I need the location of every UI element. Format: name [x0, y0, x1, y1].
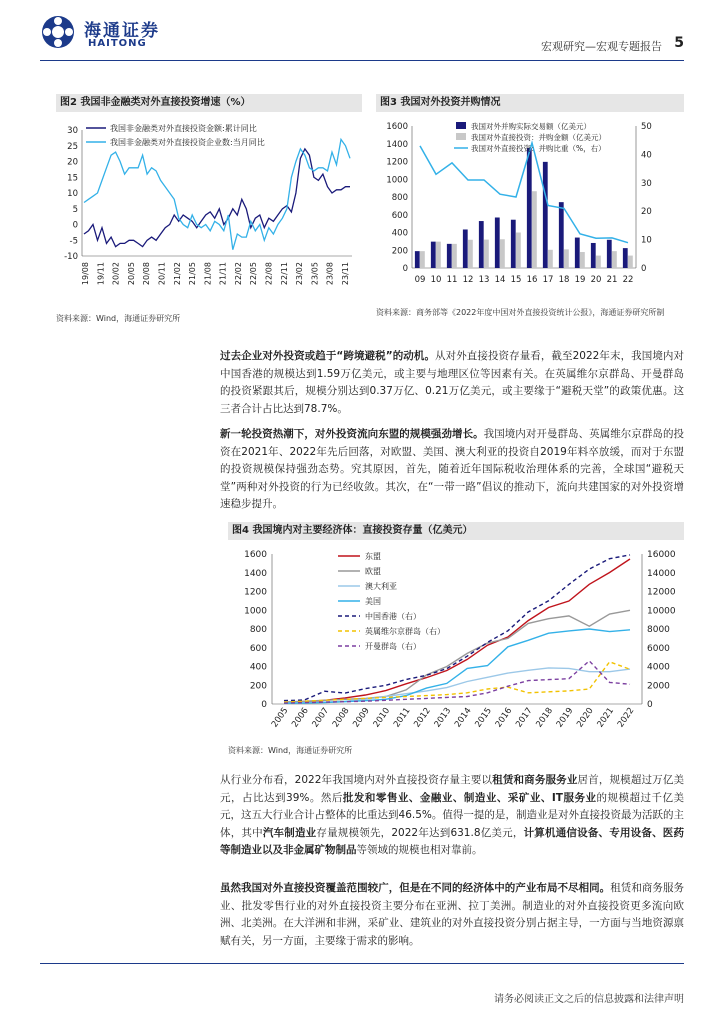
fig4-left-tick: 1400: [244, 568, 267, 579]
paragraph-2-lead: 新一轮投资热潮下，对外投资流向东盟的规模强劲增长。: [220, 428, 484, 440]
fig3-x-tick: 15: [510, 275, 522, 285]
fig4-left-tick: 800: [249, 625, 267, 635]
fig3-left-tick: 0: [402, 264, 408, 274]
fig3-legend-label-0: 我国对外并购实际交易额（亿美元）: [471, 122, 591, 131]
fig4-x-tick: 2021: [595, 705, 617, 730]
haitong-emblem-icon: [40, 14, 76, 50]
fig4-x-tick: 2006: [290, 705, 311, 730]
fig3-bar-0-1: [431, 242, 436, 268]
fig3-x-tick: 11: [446, 275, 458, 285]
para3-part-0: 从行业分布看，2022年我国境内对外直接投资存量主要以: [220, 774, 493, 786]
fig3-bar-1-0: [420, 251, 425, 268]
fig4-right-tick: 6000: [647, 643, 670, 654]
para3-part-1: 租赁和商务服务业: [492, 774, 578, 786]
fig4-x-tick: 2019: [554, 705, 576, 730]
fig4-x-tick: 2013: [432, 705, 454, 730]
fig3-bar-0-5: [495, 218, 500, 268]
logo-english-name: HAITONG: [88, 38, 147, 49]
fig3-bar-1-3: [468, 240, 473, 268]
fig2-y-tick: 30: [67, 126, 78, 136]
paragraph-2-body: 我国境内对开曼群岛、英属维尔京群岛的投资在2021年、2022年先后回落，对欧盟、美国、澳大利亚的投资自2019年料卒放缓，而对于东盟的投资规模保持强劲态势。究其原因，首先，随着近年国际税收治理体系的完善，全球国“避税天堂”两种对外投资的行为已经收敛。其次，在“一带一路”倡议的推动下，流向共建国家的对外投资增速稳步提升。: [220, 428, 685, 510]
fig4-left-tick: 1200: [244, 587, 267, 598]
para3-part-3: 批发和零售业、金融业、制造业、采矿业、IT服务业: [342, 791, 597, 804]
fig3-right-tick: 30: [641, 178, 652, 189]
fig3-bar-1-5: [500, 239, 505, 268]
fig3-chart: [376, 114, 684, 300]
legal-notice: 请务必阅读正文之后的信息披露和法律声明: [494, 994, 684, 1005]
fig2-x-tick: 21/08: [203, 262, 213, 286]
fig4-title: 图4 我国境内对主要经济体：直接投资存量（亿美元）: [228, 522, 684, 540]
fig2-x-tick: 20/11: [157, 262, 167, 286]
fig3-right-tick: 0: [641, 264, 647, 274]
fig2-x-tick: 21/11: [218, 262, 228, 286]
fig2-y-tick: -5: [69, 236, 78, 247]
fig3-legend-swatch-1: [456, 133, 466, 140]
fig2-y-tick: 25: [67, 141, 78, 152]
header-divider: [40, 60, 684, 61]
fig4-left-tick: 0: [261, 700, 267, 710]
fig4-right-tick: 0: [647, 700, 653, 710]
fig2-x-tick: 20/02: [111, 262, 121, 286]
fig3-right-tick: 10: [641, 235, 652, 246]
fig3-bar-1-4: [484, 240, 489, 268]
fig3-title: 图3 我国对外投资并购情况: [376, 94, 684, 112]
page-header: [0, 0, 724, 66]
fig4-right-tick: 16000: [647, 550, 676, 560]
fig3-left-tick: 400: [391, 228, 408, 239]
fig3-x-tick: 09: [414, 275, 426, 285]
fig3-bar-1-1: [436, 242, 441, 268]
fig4-left-tick: 1600: [244, 550, 267, 560]
fig4-legend-label-0: 东盟: [365, 552, 381, 561]
footer-divider: [40, 963, 684, 964]
fig3-legend-swatch-0: [456, 122, 466, 129]
paragraph-2: [220, 426, 684, 514]
paragraph-4: [220, 880, 684, 950]
fig3-right-tick: 50: [641, 122, 652, 132]
fig4-series-line-2: [284, 668, 630, 703]
fig2-x-tick: 21/02: [172, 262, 182, 286]
fig2-y-tick: -10: [64, 252, 78, 262]
fig4-left-tick: 400: [249, 662, 267, 673]
fig3-bar-0-4: [479, 221, 484, 268]
fig4-series-line-1: [284, 610, 630, 702]
para3-part-8: 等领域的规模也相对靠前。: [356, 844, 483, 856]
fig2-x-tick: 23/11: [341, 262, 350, 286]
haitong-logo: [40, 14, 200, 54]
fig3-left-tick: 200: [391, 246, 408, 257]
fig3-bar-0-6: [511, 220, 516, 268]
fig3-left-tick: 1600: [386, 122, 408, 132]
fig3-x-tick: 18: [558, 275, 570, 285]
fig2-x-tick: 21/05: [188, 262, 198, 286]
fig2-x-tick: 20/08: [142, 262, 152, 286]
fig3-x-tick: 16: [526, 275, 538, 285]
report-type: 宏观研究—宏观专题报告: [541, 40, 662, 53]
fig3-bar-0-9: [559, 202, 564, 268]
fig3-bar-0-12: [607, 240, 612, 268]
fig4-x-tick: 2012: [412, 705, 433, 730]
fig2-y-tick: 0: [72, 220, 78, 231]
fig3-x-tick: 21: [606, 275, 618, 285]
fig4-right-tick: 2000: [647, 681, 670, 692]
fig2-x-tick: 23/05: [310, 262, 320, 286]
fig4-chart: [228, 542, 684, 742]
fig3-x-tick: 12: [462, 275, 474, 285]
paragraph-3: [220, 772, 684, 860]
paragraph-1-lead: 过去企业对外投资或趋于“跨境避税”的动机。: [220, 350, 436, 362]
fig3-x-tick: 17: [542, 275, 554, 285]
fig3-x-tick: 13: [478, 275, 490, 285]
fig4-x-tick: 2015: [473, 705, 494, 730]
paragraph-4-body: 租赁和商务服务业、批发零售行业的对外直接投资主要分布在亚洲、拉丁美洲。制造业的对外直接投资更多流向欧洲、北美洲。在大洋洲和非洲，采矿业、建筑业的对外直接投资分别占据主导，一方面与当地资源禀赋有关，另一方面，主要缘于需求的影响。: [220, 882, 685, 947]
fig4-x-tick: 2020: [575, 705, 596, 730]
fig3-left-tick: 600: [391, 210, 408, 221]
fig4-x-tick: 2007: [310, 705, 332, 730]
fig3-ratio-line: [420, 143, 628, 243]
fig3-left-tick: 1200: [386, 157, 408, 168]
fig3-bar-1-10: [580, 252, 585, 268]
fig2-legend-label-0: 我国非金融类对外直接投资金额:累计同比: [110, 124, 257, 133]
fig2-source: 资料来源：Wind，海通证券研究所: [56, 314, 181, 323]
fig3-source: 资料来源：商务部等《2022年度中国对外直接投资统计公报》，海通证券研究所制: [376, 308, 665, 317]
fig4-x-tick: 2016: [493, 705, 515, 730]
fig3-bar-1-6: [516, 233, 521, 269]
fig4-right-tick: 4000: [647, 662, 670, 673]
fig3-bar-1-13: [628, 256, 633, 268]
fig3-x-tick: 20: [590, 275, 602, 285]
fig4-legend-label-6: 开曼群岛（右）: [365, 642, 421, 651]
para3-part-6: 存量规模领先，2022年达到631.8亿美元，: [316, 826, 524, 839]
fig3-bar-0-3: [463, 229, 468, 268]
fig4-x-tick: 2010: [371, 705, 393, 730]
fig4-right-tick: 8000: [647, 625, 670, 635]
para3-part-4: 的规模超过千亿美元，这五大行业合计占整体的比重达到46.5%。值得一提的是，制造业是对外直接投资最为活跃的主体，其中: [220, 791, 684, 839]
fig2-y-tick: 5: [72, 204, 78, 215]
fig4-x-tick: 2005: [269, 705, 291, 730]
fig4-series-line-4: [284, 555, 630, 701]
fig3-bar-0-7: [527, 148, 532, 268]
fig3-bar-1-9: [564, 249, 569, 268]
fig4-series-line-0: [284, 559, 630, 703]
fig4-legend-label-2: 澳大利亚: [365, 582, 397, 591]
fig2-title: 图2 我国非金融类对外直接投资增速（%）: [56, 94, 362, 112]
fig3-x-tick: 10: [430, 275, 442, 285]
page-number: 5: [674, 35, 684, 51]
fig2-y-tick: 20: [67, 157, 78, 168]
fig2-y-tick: 10: [67, 189, 78, 199]
fig4-x-tick: 2022: [615, 705, 637, 730]
fig4-legend-label-5: 英属维尔京群岛（右）: [365, 627, 445, 636]
fig4-x-tick: 2011: [391, 705, 413, 730]
fig2-x-tick: 22/05: [249, 262, 259, 286]
fig2-legend-label-1: 我国非金融类对外直接投资企业数:当月同比: [110, 138, 265, 147]
fig4-series-line-5: [284, 662, 630, 702]
fig4-x-tick: 2008: [330, 705, 352, 730]
fig4-x-tick: 2009: [351, 705, 372, 730]
fig3-bar-1-11: [596, 256, 601, 268]
fig3-bar-1-8: [548, 250, 553, 268]
fig3-bar-1-12: [612, 251, 617, 268]
fig4-x-tick: 2017: [514, 705, 535, 730]
paragraph-4-lead: 虽然我国对外直接投资覆盖范围较广，但是在不同的经济体中的产业布局不尽相同。: [220, 882, 611, 894]
fig4-right-tick: 14000: [647, 568, 676, 579]
fig3-bar-0-11: [591, 243, 596, 268]
fig3-bar-1-2: [452, 244, 457, 268]
fig3-x-tick: 14: [494, 275, 506, 285]
fig3-left-tick: 800: [391, 193, 408, 203]
fig2-x-tick: 19/08: [81, 262, 90, 286]
fig3-right-tick: 20: [641, 207, 652, 218]
fig3-bar-0-13: [623, 248, 628, 268]
fig3-bar-1-7: [532, 191, 537, 268]
fig4-x-tick: 2018: [534, 705, 556, 730]
fig3-bar-0-10: [575, 238, 580, 268]
logo-chinese-name: 海通证券: [84, 21, 160, 41]
fig3-legend-label-2: 我国对外直接投资：并购比重（%，右）: [471, 144, 606, 153]
fig4-source: 资料来源：Wind，海通证券研究所: [228, 746, 353, 755]
fig2-x-tick: 22/02: [233, 262, 243, 286]
para3-part-7: 计算机通信设备、专用设备、医药等制造业以及非金属矿物制品: [220, 826, 685, 856]
fig2-x-tick: 23/02: [295, 262, 305, 286]
fig3-left-tick: 1000: [386, 175, 408, 186]
fig3-x-tick: 22: [622, 275, 634, 285]
fig2-series-line-0: [84, 149, 350, 247]
fig3-bar-0-2: [447, 244, 452, 268]
para3-part-5: 汽车制造业: [262, 826, 317, 839]
fig4-left-tick: 600: [249, 643, 267, 654]
fig2-x-tick: 19/11: [96, 262, 106, 286]
para3-part-2: 居首，规模超过万亿美元，占比达到39%。然后: [220, 774, 685, 804]
fig2-x-tick: 23/08: [325, 262, 335, 286]
fig2-y-tick: 15: [67, 173, 78, 184]
paragraph-1-body: 从对外直接投资存量看，截至2022年末，我国境内对中国香港的规模达到1.59万亿美元，或主要与地理区位等因素有关。在英属维尔京群岛、开曼群岛的投资紧跟其后，规模分别达到0.37万亿、0.21万亿美元，或主要缘于“避税天堂”的政策优惠。这三者合计占比达到78.7%。: [220, 350, 684, 415]
fig3-x-tick: 19: [574, 275, 586, 285]
fig4-series-line-3: [284, 629, 630, 703]
fig4-series-line-6: [284, 661, 630, 703]
fig3-right-tick: 40: [641, 150, 652, 161]
fig4-right-tick: 12000: [647, 587, 676, 598]
fig4-x-tick: 2014: [453, 705, 474, 730]
fig2-x-tick: 20/05: [126, 262, 136, 286]
fig2-x-tick: 22/11: [279, 262, 289, 286]
paragraph-1: [220, 348, 684, 418]
fig3-left-tick: 1400: [386, 139, 408, 150]
fig3-legend-label-1: 我国对外直接投资：并购金额（亿美元）: [471, 133, 606, 142]
fig4-legend-label-1: 欧盟: [365, 567, 381, 576]
fig2-chart: [56, 114, 362, 300]
fig4-left-tick: 1000: [244, 606, 267, 617]
fig4-right-tick: 10000: [647, 606, 676, 617]
fig4-legend-label-4: 中国香港（右）: [365, 612, 421, 621]
fig3-bar-0-0: [415, 251, 420, 268]
fig4-left-tick: 200: [249, 681, 267, 692]
fig2-x-tick: 22/08: [264, 262, 274, 286]
fig4-legend-label-3: 美国: [365, 597, 381, 606]
fig3-bar-0-8: [543, 162, 548, 268]
